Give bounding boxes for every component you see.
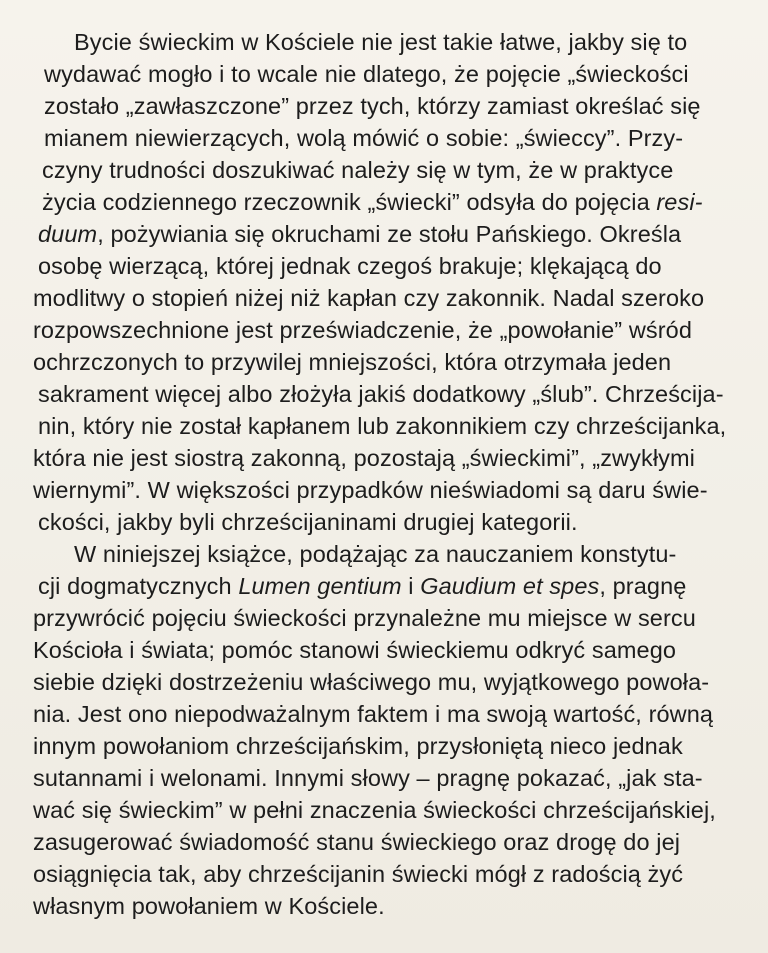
text-segment: osiągnięcia tak, aby chrześcijanin świecki mógł z radością żyć (33, 861, 684, 887)
text-line (30, 506, 768, 538)
text-line (30, 218, 768, 250)
text-line (30, 90, 768, 122)
text-line (30, 538, 768, 570)
text-line (30, 250, 768, 282)
text-line (30, 282, 768, 314)
text-line (30, 730, 768, 762)
text-segment: Kościoła i świata; pomóc stanowi świeckiemu odkryć samego (33, 637, 677, 663)
text-segment: , pragnę (599, 573, 687, 599)
text-segment: cji dogmatycznych (38, 573, 239, 599)
text-segment: życia codziennego rzeczownik „świecki” odsyła do pojęcia (42, 189, 657, 215)
text-segment: czyny trudności doszukiwać należy się w tym, że w praktyce (42, 157, 674, 183)
text-line (30, 570, 768, 602)
text-segment: która nie jest siostrą zakonną, pozostają „świeckimi”, „zwykłymi (33, 445, 695, 471)
text-line (30, 442, 768, 474)
text-line (30, 410, 768, 442)
text-line (30, 26, 768, 58)
text-segment: i (401, 573, 421, 599)
paragraph (30, 26, 768, 538)
text-line (30, 890, 768, 922)
text-line (30, 666, 768, 698)
text-segment: , pożywiania się okruchami ze stołu Pańskiego. Określa (97, 221, 682, 247)
text-segment: ckości, jakby byli chrześcijaninami drugiej kategorii. (38, 509, 578, 535)
text-line (30, 762, 768, 794)
text-segment: ochrzczonych to przywilej mniejszości, która otrzymała jeden (33, 349, 672, 375)
text-segment: zasugerować świadomość stanu świeckiego oraz drogę do jej (33, 829, 681, 855)
text-line (30, 474, 768, 506)
text-segment: W niniejszej książce, podążając za nauczaniem konstytu- (74, 541, 677, 567)
text-segment: wać się świeckim” w pełni znaczenia świeckości chrześcijańskiej, (33, 797, 716, 823)
text-line (30, 602, 768, 634)
italic-text: resi- (656, 189, 703, 215)
text-line (30, 378, 768, 410)
text-segment: wydawać mogło i to wcale nie dlatego, że pojęcie „świeckości (44, 61, 689, 87)
text-segment: sakrament więcej albo złożyła jakiś dodatkowy „ślub”. Chrześcija- (38, 381, 724, 407)
text-segment: osobę wierzącą, której jednak czegoś brakuje; klękającą do (38, 253, 662, 279)
text-line (30, 186, 768, 218)
text-line (30, 698, 768, 730)
text-line (30, 58, 768, 90)
text-line (30, 154, 768, 186)
paragraph (30, 538, 768, 922)
italic-text: Lumen gentium (238, 573, 402, 599)
text-segment: nia. Jest ono niepodważalnym faktem i ma swoją wartość, równą (33, 701, 714, 727)
italic-text: duum (38, 221, 98, 247)
text-segment: własnym powołaniem w Kościele. (33, 893, 385, 919)
text-line (30, 826, 768, 858)
text-line (30, 794, 768, 826)
text-line (30, 858, 768, 890)
text-segment: mianem niewierzących, wolą mówić o sobie: „świeccy”. Przy- (44, 125, 684, 151)
text-segment: sutannami i welonami. Innymi słowy – pragnę pokazać, „jak sta- (33, 765, 703, 791)
text-segment: modlitwy o stopień niżej niż kapłan czy zakonnik. Nadal szeroko (33, 285, 705, 311)
text-segment: siebie dzięki dostrzeżeniu właściwego mu, wyjątkowego powoła- (33, 669, 710, 695)
text-segment: rozpowszechnione jest przeświadczenie, że „powołanie” wśród (33, 317, 692, 343)
text-line (30, 634, 768, 666)
italic-text: Gaudium et spes (420, 573, 600, 599)
text-segment: nin, który nie został kapłanem lub zakonnikiem czy chrześcijanka, (38, 413, 727, 439)
page-text (30, 26, 768, 922)
text-segment: zostało „zawłaszczone” przez tych, którzy zamiast określać się (44, 93, 701, 119)
text-segment: Bycie świeckim w Kościele nie jest takie łatwe, jakby się to (74, 29, 688, 55)
text-segment: wiernymi”. W większości przypadków nieświadomi są daru świe- (33, 477, 708, 503)
text-segment: przywrócić pojęciu świeckości przynależne mu miejsce w sercu (33, 605, 696, 631)
text-segment: innym powołaniom chrześcijańskim, przysłoniętą nieco jednak (33, 733, 683, 759)
text-line (30, 122, 768, 154)
text-line (30, 346, 768, 378)
text-line (30, 314, 768, 346)
